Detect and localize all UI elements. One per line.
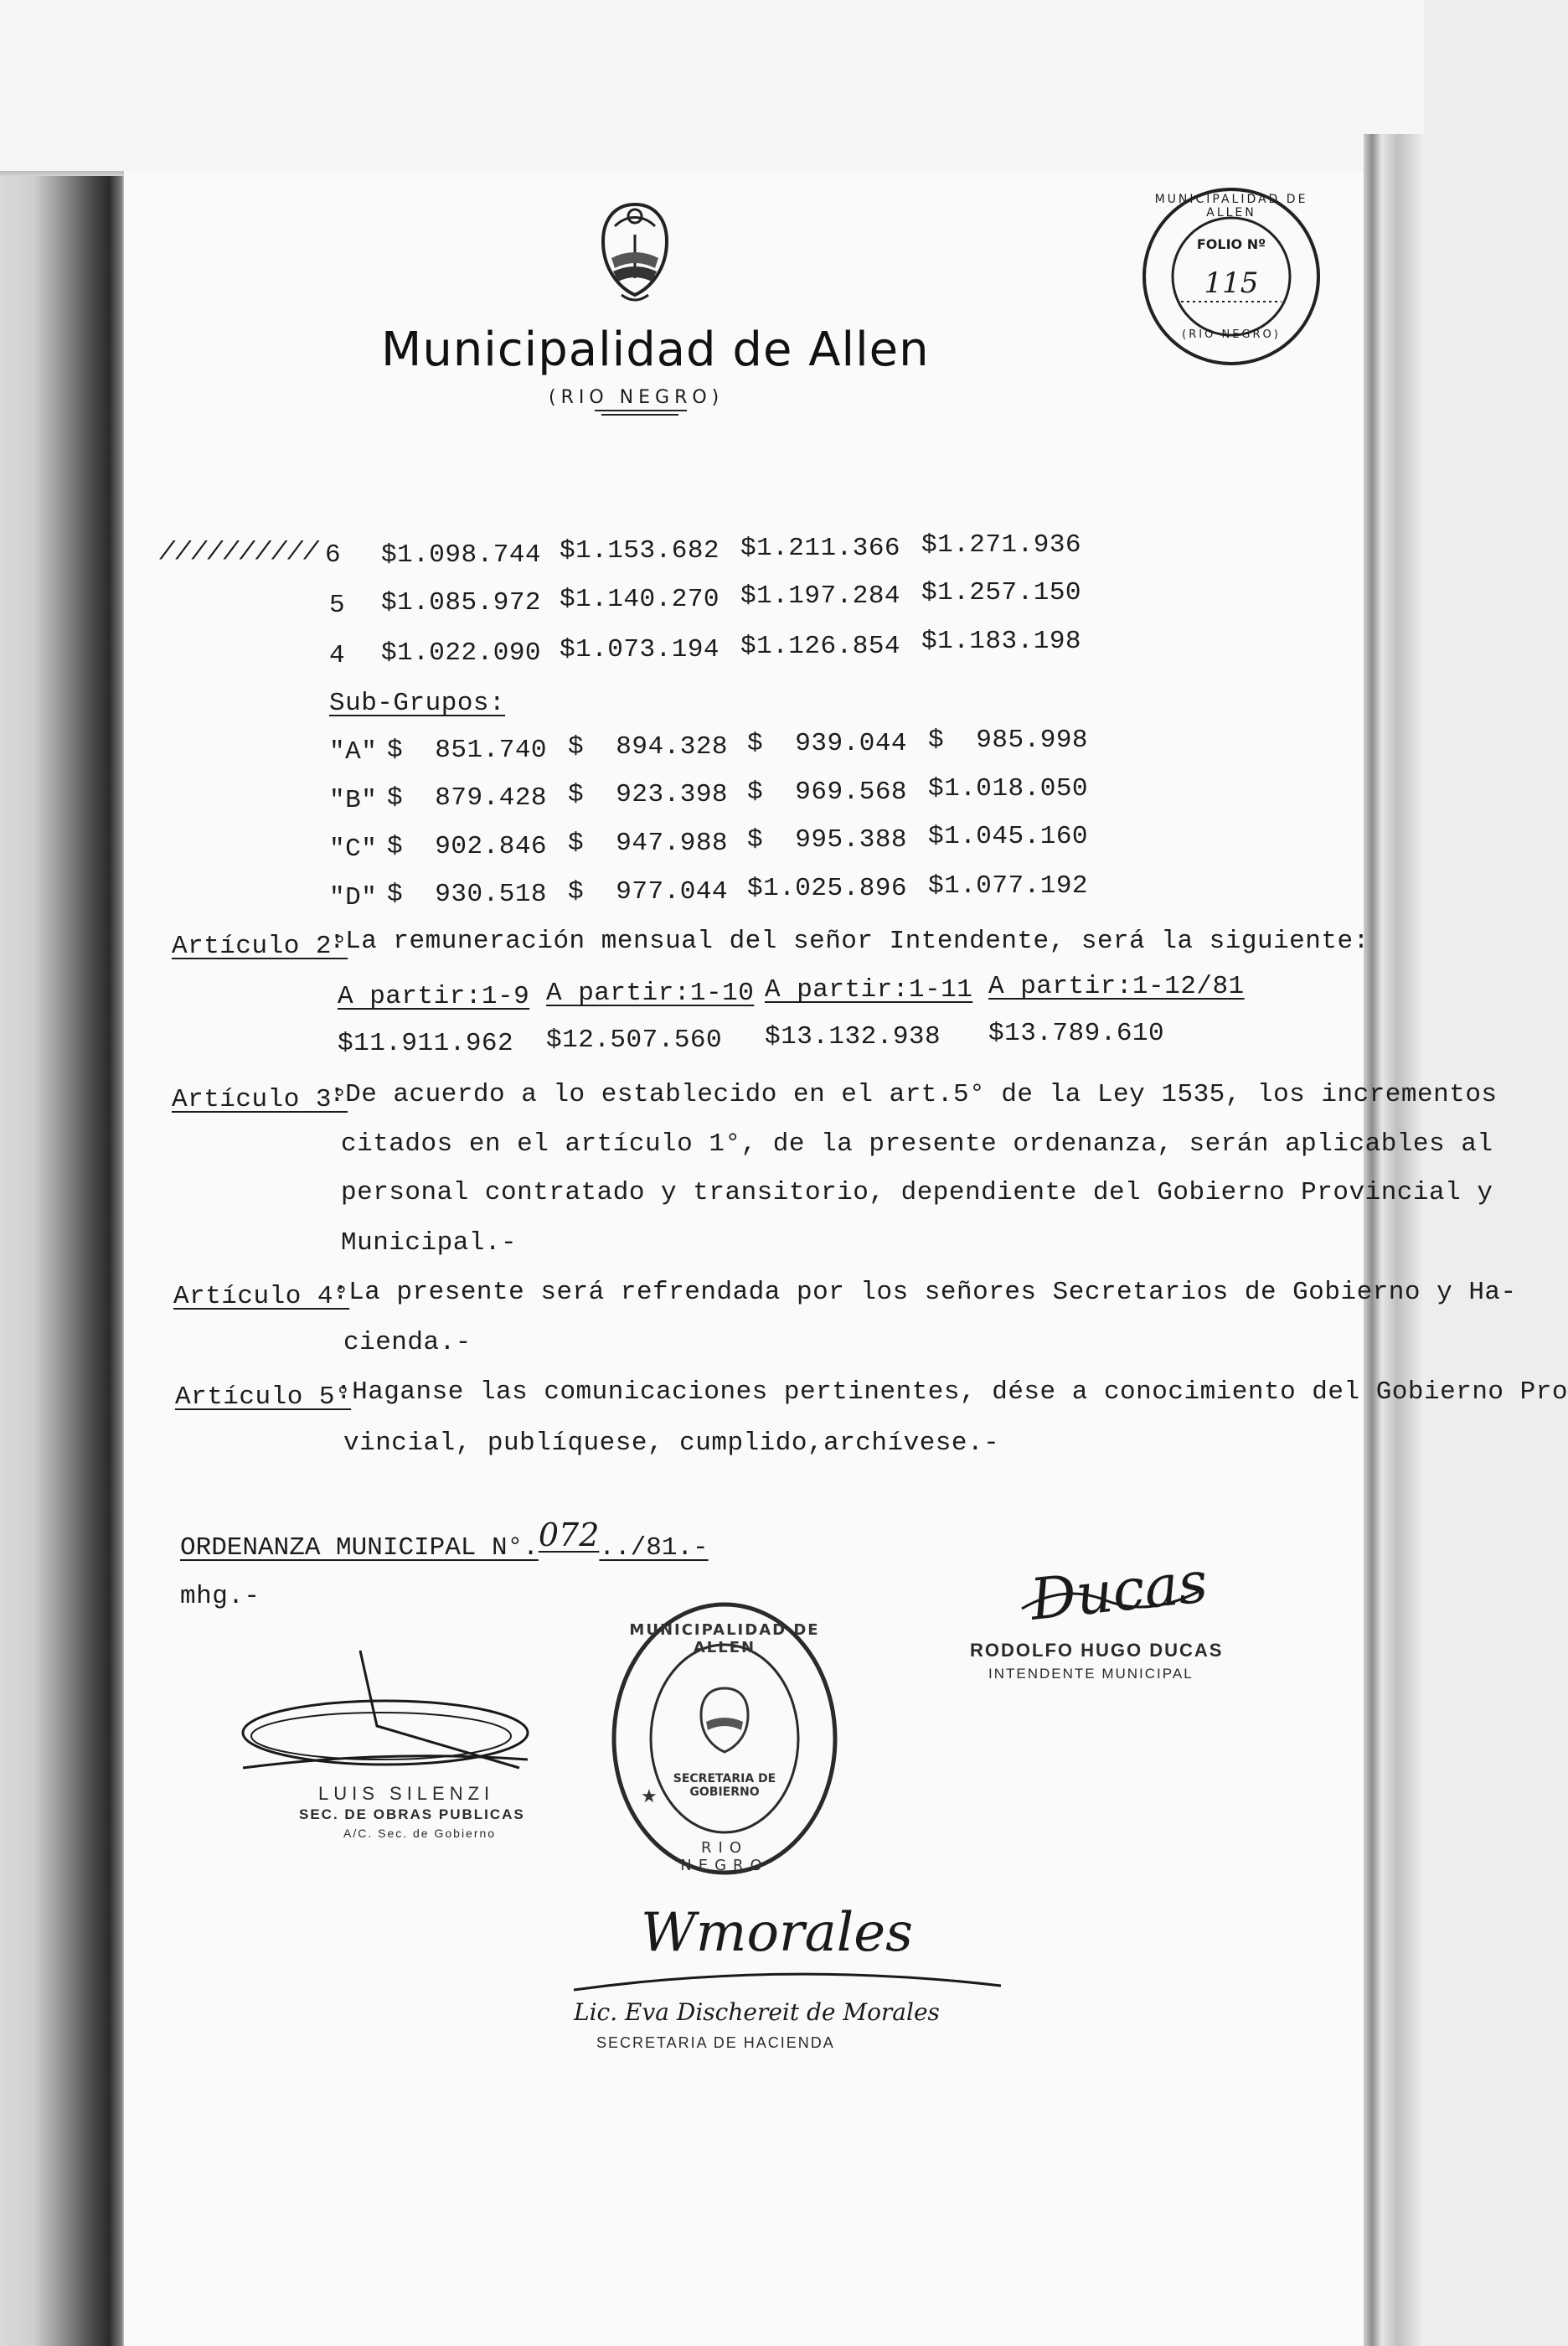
amount-value: $13.132.938 xyxy=(765,1022,941,1052)
cell-value: $1.183.198 xyxy=(921,627,1082,656)
ordinance-number: 072 xyxy=(538,1517,600,1553)
hacienda-name: Lic. Eva Dischereit de Morales xyxy=(574,1998,940,2026)
cell-value: $ 977.044 xyxy=(568,877,729,907)
cell-value: $1.025.896 xyxy=(747,874,908,903)
coat-of-arms-icon xyxy=(596,201,673,307)
hacienda-title: SECRETARIA DE HACIENDA xyxy=(596,2034,835,2051)
cell-value: $ 902.846 xyxy=(387,832,548,861)
hacienda-signature-flourish xyxy=(570,1961,1005,2002)
cell-value: $1.197.284 xyxy=(740,581,901,611)
cell-value: $ 985.998 xyxy=(928,726,1089,755)
cell-value: $ 923.398 xyxy=(568,780,729,809)
article-label: Artículo 3° xyxy=(172,1085,348,1114)
ordinance-line xyxy=(180,1517,709,1563)
cell-value: $1.098.744 xyxy=(381,540,542,570)
province-subtitle: (RIO NEGRO) xyxy=(549,387,725,408)
article-line: :Haganse las comunicaciones pertinentes, dése a conocimiento del Gobierno Pro xyxy=(336,1377,1568,1407)
subgroup-label: "D" xyxy=(329,883,378,912)
row-label: 6 xyxy=(325,540,342,570)
folio-stamp xyxy=(1139,184,1323,369)
article-line: cienda.- xyxy=(343,1328,472,1357)
cell-value: $ 947.988 xyxy=(568,829,729,858)
article-line: :La presente será refrendada por los señores Secretarios de Gobierno y Ha- xyxy=(333,1278,1517,1307)
subgroup-label: "A" xyxy=(329,737,378,767)
stamp-top-text: MUNICIPALIDAD DE ALLEN xyxy=(629,1621,820,1656)
obras-title-secondary: A/C. Sec. de Gobierno xyxy=(343,1827,497,1840)
cell-value: $1.045.160 xyxy=(928,822,1089,851)
period-label: A partir:1-11 xyxy=(765,975,973,1005)
svg-text:★: ★ xyxy=(641,1786,658,1807)
cell-value: $ 851.740 xyxy=(387,736,548,765)
row-label: 4 xyxy=(329,641,346,670)
hacienda-signature: Wmorales xyxy=(641,1902,913,1964)
secretaria-gobierno-stamp xyxy=(607,1596,842,1881)
intendente-title: INTENDENTE MUNICIPAL xyxy=(988,1666,1194,1682)
underlying-sheet xyxy=(0,0,1424,176)
cell-value: $1.140.270 xyxy=(560,585,720,614)
article-label: Artículo 2° xyxy=(172,932,348,961)
subgroup-label: "B" xyxy=(329,786,378,815)
row-label: 5 xyxy=(329,591,346,620)
amount-value: $11.911.962 xyxy=(338,1029,514,1058)
folio-bottom-text: (RIO NEGRO) xyxy=(1182,328,1281,341)
article-label: Artículo 5° xyxy=(175,1382,352,1412)
cell-value: $1.022.090 xyxy=(381,638,542,668)
row-prefix: ////////// xyxy=(159,538,320,567)
ordinance-prefix: ORDENANZA MUNICIPAL N°. xyxy=(180,1533,539,1563)
article-text: :La remuneración mensual del señor Intendente, será la siguiente: xyxy=(329,927,1369,956)
article-line: :De acuerdo a lo establecido en el art.5° de la Ley 1535, los incrementos xyxy=(329,1080,1498,1109)
typist-initials: mhg.- xyxy=(180,1582,260,1611)
intendente-signature-flourish xyxy=(1014,1575,1206,1634)
obras-signature xyxy=(235,1642,536,1793)
article-line: vincial, publíquese, cumplido,archívese.- xyxy=(343,1429,1000,1458)
intendente-name: RODOLFO HUGO DUCAS xyxy=(970,1640,1224,1661)
folio-ring-text: MUNICIPALIDAD DE ALLEN xyxy=(1154,193,1308,220)
cell-value: $ 969.568 xyxy=(747,778,908,807)
cell-value: $1.271.936 xyxy=(921,530,1082,560)
article-label: Artículo 4° xyxy=(173,1282,350,1311)
subgroups-heading: Sub-Grupos: xyxy=(329,689,506,718)
cell-value: $1.257.150 xyxy=(921,578,1082,607)
book-binding xyxy=(0,176,126,2346)
article-line: personal contratado y transitorio, dependiente del Gobierno Provincial y xyxy=(341,1178,1493,1207)
stamp-center-text: SECRETARIA DE GOBIERNO xyxy=(673,1772,776,1799)
article-line: Municipal.- xyxy=(341,1228,518,1258)
amount-value: $12.507.560 xyxy=(546,1026,723,1055)
period-label: A partir:1-12/81 xyxy=(988,972,1245,1001)
cell-value: $ 879.428 xyxy=(387,783,548,813)
folio-number: 115 xyxy=(1204,266,1259,300)
cell-value: $1.153.682 xyxy=(560,536,720,566)
cell-value: $1.085.972 xyxy=(381,588,542,618)
cell-value: $1.077.192 xyxy=(928,871,1089,901)
subgroup-label: "C" xyxy=(329,835,378,864)
ordinance-suffix: ../81.- xyxy=(599,1533,709,1563)
cell-value: $ 894.328 xyxy=(568,732,729,762)
cell-value: $1.073.194 xyxy=(560,635,720,664)
amount-value: $13.789.610 xyxy=(988,1019,1165,1048)
cell-value: $ 939.044 xyxy=(747,729,908,758)
stamp-bottom-text: RIO NEGRO xyxy=(680,1839,769,1874)
obras-name: LUIS SILENZI xyxy=(318,1783,495,1804)
cell-value: $ 930.518 xyxy=(387,880,548,909)
intendente-signature: Ducas xyxy=(1027,1549,1211,1634)
cell-value: $1.018.050 xyxy=(928,774,1089,804)
subtitle-underline xyxy=(595,409,687,417)
article-line: citados en el artículo 1°, de la presente ordenanza, serán aplicables al xyxy=(341,1129,1493,1159)
municipality-title: Municipalidad de Allen xyxy=(381,323,930,377)
cell-value: $1.126.854 xyxy=(740,632,901,661)
page-edge xyxy=(1364,134,1424,2346)
period-label: A partir:1-9 xyxy=(338,982,530,1011)
folio-label: FOLIO Nº xyxy=(1196,236,1266,252)
period-label: A partir:1-10 xyxy=(546,979,755,1008)
obras-title: SEC. DE OBRAS PUBLICAS xyxy=(299,1806,525,1822)
cell-value: $1.211.366 xyxy=(740,534,901,563)
cell-value: $ 995.388 xyxy=(747,825,908,855)
